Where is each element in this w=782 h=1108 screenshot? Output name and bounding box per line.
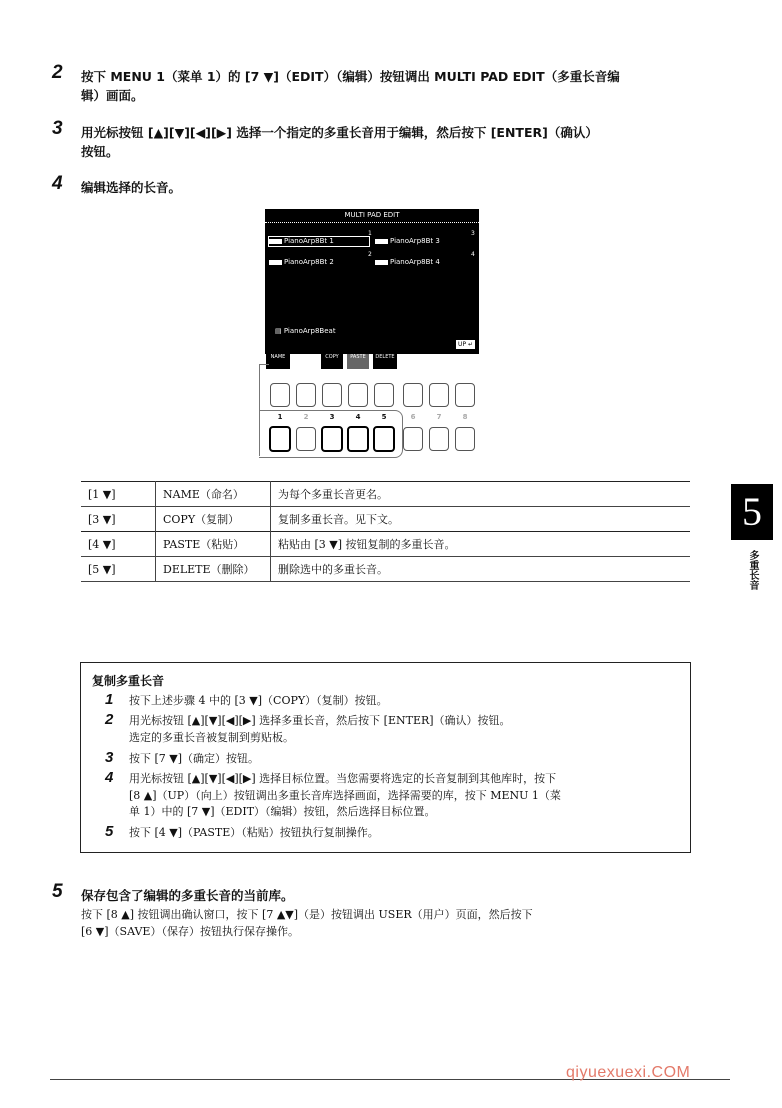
copy-step-5-text: 按下 [4 ▼]（PASTE）（粘贴）按钮执行复制操作。	[129, 826, 379, 839]
pad-3[interactable]	[375, 237, 440, 246]
tab-name[interactable]	[266, 354, 290, 369]
step-3-line2: 按钮。	[81, 144, 119, 159]
upper-button-1[interactable]	[270, 383, 290, 407]
bracket-line	[259, 364, 269, 365]
lower-button-4[interactable]	[347, 426, 369, 452]
table-row	[81, 507, 690, 532]
upper-button-7[interactable]	[429, 383, 449, 407]
copy-step-2-number: 2	[105, 711, 114, 728]
lower-button-1[interactable]	[269, 426, 291, 452]
pad-num-2: 2	[368, 251, 372, 258]
tab-name-label: NAME	[270, 354, 286, 360]
upper-button-4[interactable]	[348, 383, 368, 407]
table-cell-name: PASTE（粘贴）	[156, 532, 271, 557]
copy-step-2-text	[129, 713, 511, 746]
copy-step-3-number: 3	[105, 749, 114, 766]
lower-button-5[interactable]	[373, 426, 395, 452]
copy-step-5-number: 5	[105, 823, 114, 840]
table-cell-button: [3 ▼]	[81, 507, 156, 532]
pad-icon	[375, 239, 388, 244]
step-2-line2: 辑）画面。	[81, 88, 144, 103]
upper-button-5[interactable]	[374, 383, 394, 407]
button-label-7: 7	[436, 413, 442, 421]
table-row	[81, 532, 690, 557]
button-label-5: 5	[381, 413, 387, 421]
function-table	[81, 481, 690, 582]
step-4-text: 编辑选择的长音。	[81, 180, 182, 195]
copy-step-2-line2: 选定的多重长音被复制到剪贴板。	[129, 730, 294, 744]
lower-button-2[interactable]	[296, 427, 316, 451]
pad-2[interactable]	[269, 258, 334, 267]
pad-1[interactable]	[269, 237, 369, 246]
tab-copy[interactable]	[321, 354, 343, 369]
pad-icon	[269, 239, 282, 244]
lower-button-7[interactable]	[429, 427, 449, 451]
copy-procedure-box	[80, 662, 691, 853]
up-tab[interactable]: UP ↵	[458, 341, 473, 348]
step-3-number: 3	[52, 118, 63, 139]
table-row	[81, 557, 690, 582]
up-label: UP	[458, 341, 467, 348]
button-label-8: 8	[462, 413, 468, 421]
step-3-text	[81, 123, 598, 161]
table-cell-button: [5 ▼]	[81, 557, 156, 582]
button-label-2: 2	[303, 413, 309, 421]
bank-label: PianoArp8Beat	[283, 327, 336, 335]
table-cell-name: DELETE（删除）	[156, 557, 271, 582]
button-label-4: 4	[355, 413, 361, 421]
table-cell-button: [4 ▼]	[81, 532, 156, 557]
step-2-line1: 按下 MENU 1（菜单 1）的 [7 ▼]（EDIT）（编辑）按钮调出 MULTI PAD EDIT（多重长音编	[81, 69, 620, 84]
step-5-body	[81, 907, 533, 940]
pad-icon	[269, 260, 282, 265]
tab-paste[interactable]	[347, 354, 369, 369]
button-label-6: 6	[410, 413, 416, 421]
pad-icon	[375, 260, 388, 265]
step-5-line1: 按下 [8 ▲] 按钮调出确认窗口，按下 [7 ▲▼]（是）按钮调出 USER（用户）页面，然后按下	[81, 908, 533, 921]
copy-step-2-line1: 用光标按钮 [▲][▼][◀][▶] 选择多重长音，然后按下 [ENTER]（确认）按钮。	[129, 714, 511, 727]
lower-button-8[interactable]	[455, 427, 475, 451]
button-label-1: 1	[277, 413, 283, 421]
lower-button-6[interactable]	[403, 427, 423, 451]
step-2-text	[81, 67, 620, 105]
upper-button-3[interactable]	[322, 383, 342, 407]
step-5-line2: [6 ▼]（SAVE）（保存）按钮执行保存操作。	[81, 924, 299, 938]
chapter-tab: 5	[731, 484, 773, 540]
table-cell-desc: 为每个多重长音更名。	[278, 488, 388, 501]
tab-paste-label: PASTE	[350, 354, 366, 360]
lcd-title: MULTI PAD EDIT	[265, 209, 479, 223]
copy-step-3-text: 按下 [7 ▼]（确定）按钮。	[129, 752, 260, 765]
pad-2-label: PianoArp8Bt 2	[284, 258, 334, 266]
step-5-title: 保存包含了编辑的多重长音的当前库。	[81, 888, 294, 903]
pad-1-label: PianoArp8Bt 1	[284, 237, 334, 245]
copy-step-1-number: 1	[105, 691, 114, 708]
chapter-label: 多重长音	[747, 550, 758, 590]
step-4-number: 4	[52, 173, 63, 194]
table-cell-desc: 复制多重长音。见下文。	[278, 513, 399, 526]
pad-4[interactable]	[375, 258, 440, 267]
pad-num-4: 4	[471, 251, 475, 258]
upper-button-2[interactable]	[296, 383, 316, 407]
step-5-number: 5	[52, 881, 63, 902]
upper-button-8[interactable]	[455, 383, 475, 407]
step-2-number: 2	[52, 62, 63, 83]
upper-button-6[interactable]	[403, 383, 423, 407]
tab-delete[interactable]	[373, 354, 397, 369]
table-cell-name: COPY（复制）	[156, 507, 271, 532]
table-cell-name: NAME（命名）	[156, 482, 271, 507]
pad-num-3: 3	[471, 230, 475, 237]
table-row	[81, 482, 690, 507]
watermark: qiyuexuexi.COM	[566, 1064, 691, 1081]
lcd-screen	[265, 209, 479, 354]
tab-copy-label: COPY	[325, 354, 339, 360]
lower-button-3[interactable]	[321, 426, 343, 452]
copy-step-1-text: 按下上述步骤 4 中的 [3 ▼]（COPY）（复制）按钮。	[129, 694, 388, 707]
table-cell-desc: 删除选中的多重长音。	[278, 563, 388, 576]
tab-delete-label: DELETE	[375, 354, 395, 360]
table-cell-button: [1 ▼]	[81, 482, 156, 507]
pad-num-1: 1	[368, 230, 372, 237]
pad-4-label: PianoArp8Bt 4	[390, 258, 440, 266]
copy-step-4-text	[129, 771, 561, 821]
button-label-3: 3	[329, 413, 335, 421]
bank-name: ▤ PianoArp8Beat	[275, 327, 336, 335]
copy-step-4-line1: 用光标按钮 [▲][▼][◀][▶] 选择目标位置。当您需要将选定的长音复制到其他库时，按下	[129, 772, 557, 785]
copy-step-4-line2: [8 ▲]（UP）（向上）按钮调出多重长音库选择画面，选择需要的库，按下 MENU 1（菜	[129, 788, 561, 802]
copy-step-4-number: 4	[105, 769, 114, 786]
copy-step-4-line3: 单 1）中的 [7 ▼]（EDIT）（编辑）按钮，然后选择目标位置。	[129, 805, 436, 818]
copy-box-title: 复制多重长音	[92, 674, 165, 688]
pad-3-label: PianoArp8Bt 3	[390, 237, 440, 245]
step-3-line1: 用光标按钮 [▲][▼][◀][▶] 选择一个指定的多重长音用于编辑，然后按下 [ENTER]（确认）	[81, 125, 598, 140]
table-cell-desc: 粘贴由 [3 ▼] 按钮复制的多重长音。	[278, 538, 456, 551]
